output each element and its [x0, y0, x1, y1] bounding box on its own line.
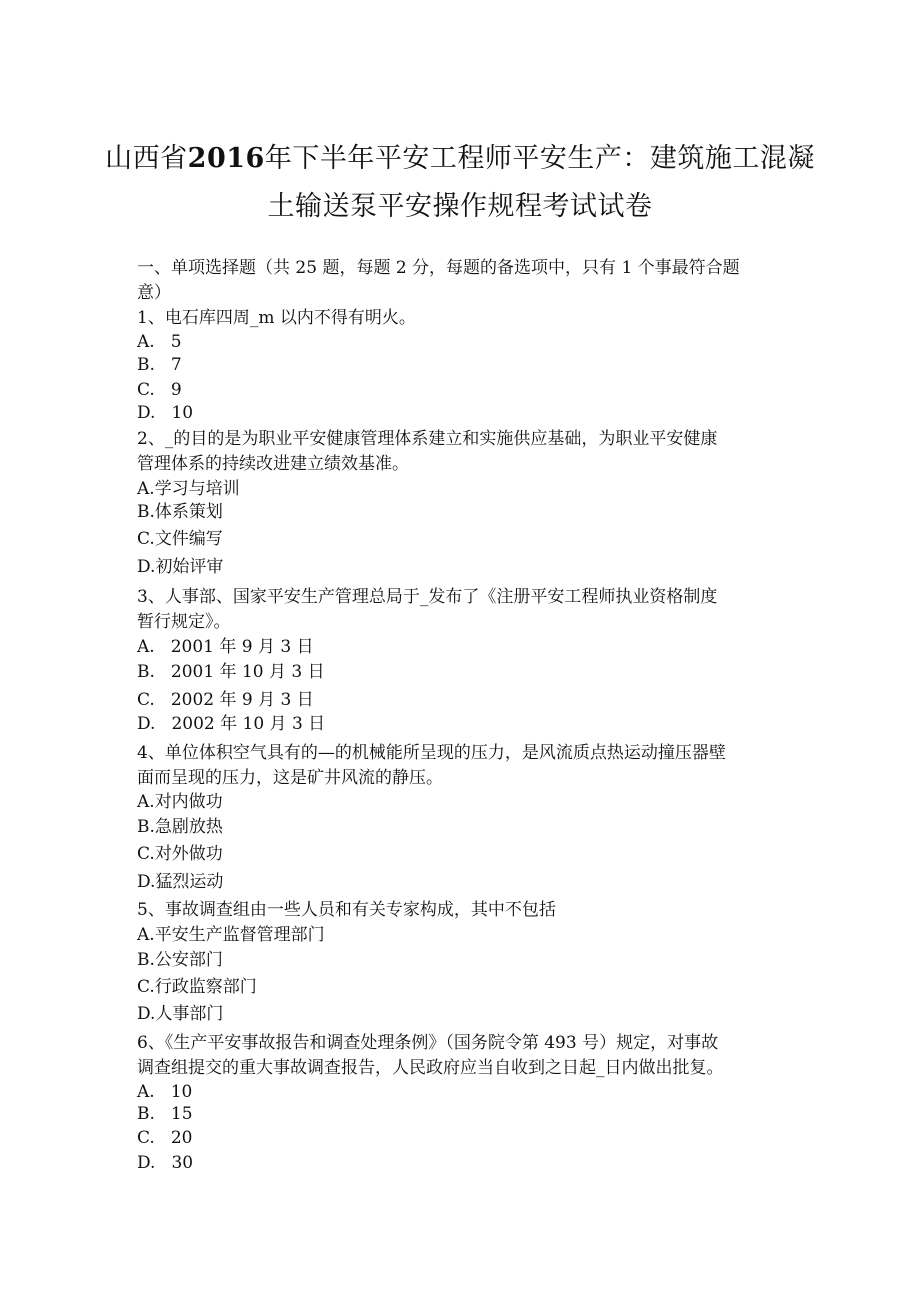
option-text: 行政监察部门 — [154, 977, 257, 997]
option-b — [137, 502, 223, 522]
option-text: 学习与培训 — [154, 479, 240, 499]
option-text: 急剧放热 — [154, 817, 223, 837]
option-letter: C. — [137, 977, 155, 997]
option-b — [137, 1104, 193, 1124]
option-letter: D. — [137, 714, 156, 734]
option-c — [137, 690, 314, 710]
option-text: 7 — [170, 355, 182, 375]
option-letter: C. — [137, 380, 155, 400]
option-c — [137, 977, 257, 997]
section-header: 一、单项选择题（共 25 题，每题 2 分，每题的备选项中，只有 1 个事最符合题 — [137, 258, 740, 278]
option-letter: B. — [137, 950, 155, 970]
option-text: 2001 年 10 月 3 日 — [170, 662, 325, 682]
section-header-continued: 意） — [137, 283, 171, 303]
question-stem: 3、人事部、国家平安生产管理总局于_发布了《注册平安工程师执业资格制度 — [137, 587, 718, 607]
option-a — [137, 1082, 192, 1102]
option-d — [137, 714, 325, 734]
option-text: 30 — [171, 1153, 194, 1173]
question-stem-continued: 暂行规定》。 — [137, 612, 231, 632]
option-a — [137, 792, 223, 812]
option-letter: A. — [137, 925, 155, 945]
option-letter: A. — [137, 1082, 155, 1102]
question-stem: 4、单位体积空气具有的—的机械能所呈现的压力，是风流质点热运动撞压器壁 — [137, 743, 726, 763]
option-letter: A. — [137, 479, 155, 499]
question-stem-continued: 管理体系的持续改进建立绩效基准。 — [137, 454, 409, 474]
option-letter: A. — [137, 332, 155, 352]
option-letter: C. — [137, 844, 155, 864]
option-text: 对外做功 — [154, 844, 223, 864]
option-a — [137, 479, 240, 499]
option-letter: B. — [137, 502, 155, 522]
option-text: 2002 年 9 月 3 日 — [170, 690, 314, 710]
option-text: 2002 年 10 月 3 日 — [171, 714, 326, 734]
option-letter: A. — [137, 637, 155, 657]
option-letter: B. — [137, 355, 155, 375]
option-c — [137, 844, 223, 864]
title-prefix: 山西省 — [105, 143, 188, 174]
option-text: 人事部门 — [155, 1004, 224, 1024]
option-text: 5 — [170, 332, 182, 352]
option-c — [137, 1128, 192, 1148]
option-b — [137, 355, 182, 375]
option-letter: C. — [137, 1128, 155, 1148]
document-title-line-2: 土输送泵平安操作规程考试试卷 — [267, 191, 653, 222]
option-b — [137, 662, 325, 682]
option-letter: D. — [137, 872, 156, 892]
title-suffix: 年下半年平安工程师平安生产：建筑施工混凝 — [264, 143, 815, 174]
option-letter: B. — [137, 662, 155, 682]
option-d — [137, 557, 223, 577]
question-stem-continued: 面而呈现的压力，这是矿井风流的静压。 — [137, 768, 443, 788]
option-b — [137, 950, 223, 970]
question-stem: 6、《生产平安事故报告和调查处理条例》（国务院令第 493 号）规定，对事故 — [137, 1033, 719, 1053]
option-text: 初始评审 — [155, 557, 224, 577]
option-d — [137, 403, 193, 423]
option-text: 文件编写 — [154, 529, 223, 549]
question-stem: 1、电石库四周_m 以内不得有明火。 — [137, 308, 416, 328]
option-text: 猛烈运动 — [155, 872, 224, 892]
option-text: 10 — [171, 403, 194, 423]
question-stem-continued: 调查组提交的重大事故调查报告，人民政府应当自收到之日起_日内做出批复。 — [137, 1058, 724, 1078]
option-text: 9 — [170, 380, 182, 400]
option-text: 平安生产监督管理部门 — [154, 925, 325, 945]
option-text: 对内做功 — [154, 792, 223, 812]
option-text: 10 — [170, 1082, 193, 1102]
option-a — [137, 332, 182, 352]
option-text: 2001 年 9 月 3 日 — [170, 637, 314, 657]
option-text: 体系策划 — [154, 502, 223, 522]
option-letter: A. — [137, 792, 155, 812]
option-a — [137, 637, 314, 657]
option-letter: C. — [137, 690, 155, 710]
title-year: 2016 — [187, 143, 265, 174]
option-letter: D. — [137, 1004, 156, 1024]
question-stem: 2、_的目的是为职业平安健康管理体系建立和实施供应基础，为职业平安健康 — [137, 429, 718, 449]
option-d — [137, 1004, 223, 1024]
option-c — [137, 529, 223, 549]
option-letter: B. — [137, 817, 155, 837]
option-d — [137, 1153, 193, 1173]
option-text: 公安部门 — [154, 950, 223, 970]
option-letter: D. — [137, 403, 156, 423]
document-title-line-1 — [0, 136, 920, 175]
option-c — [137, 380, 182, 400]
option-letter: C. — [137, 529, 155, 549]
option-b — [137, 817, 223, 837]
option-letter: D. — [137, 1153, 156, 1173]
question-stem: 5、事故调查组由一些人员和有关专家构成，其中不包括 — [137, 900, 556, 920]
option-letter: D. — [137, 557, 156, 577]
option-a — [137, 925, 325, 945]
option-text: 15 — [170, 1104, 193, 1124]
option-text: 20 — [170, 1128, 193, 1148]
option-d — [137, 872, 223, 892]
option-letter: B. — [137, 1104, 155, 1124]
